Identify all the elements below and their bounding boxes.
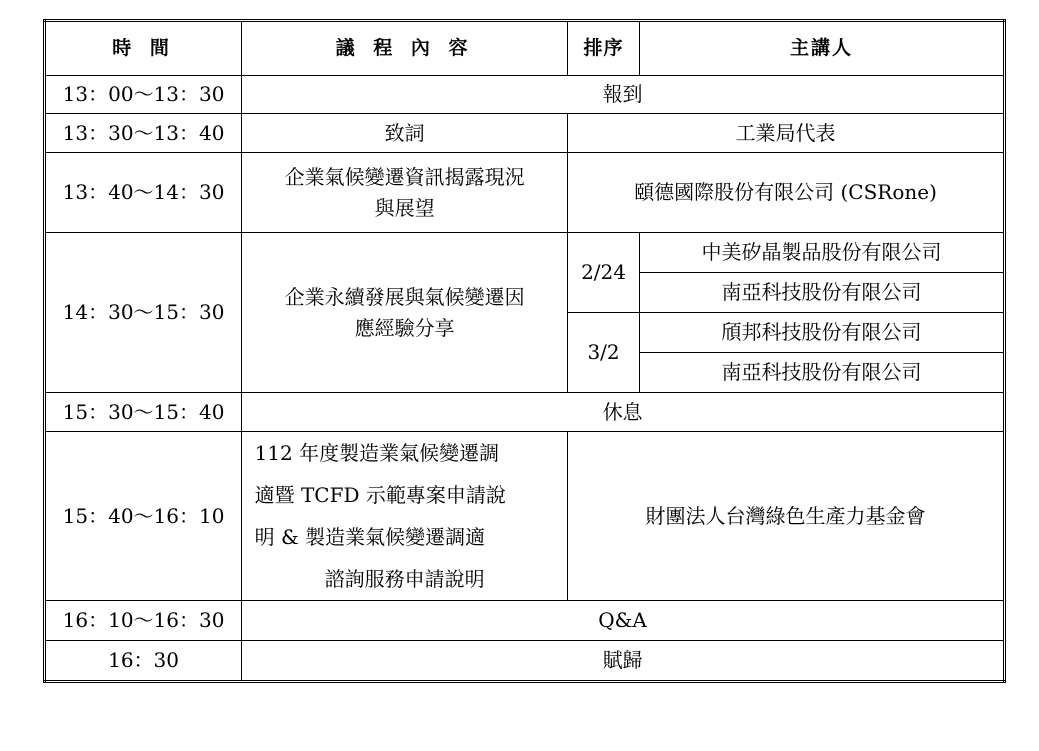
agenda-cell <box>242 432 568 601</box>
agenda-line: 明 & 製造業氣候變遷調適 <box>254 525 486 549</box>
checkin-cell: 報到 <box>242 76 1005 114</box>
table-row <box>45 601 1005 641</box>
table-row <box>45 153 1005 233</box>
qa-cell: Q&A <box>242 601 1005 641</box>
order-cell: 3/2 <box>568 313 640 393</box>
agenda-line: 與展望 <box>374 195 435 220</box>
header-row <box>45 21 1005 76</box>
table-row <box>45 114 1005 153</box>
table-row <box>45 233 1005 273</box>
time-cell: 15：30～15：40 <box>45 393 242 432</box>
agenda-cell <box>242 153 568 233</box>
speaker-cell: 頎邦科技股份有限公司 <box>640 313 1005 353</box>
header-time: 時 間 <box>45 21 242 76</box>
table-row <box>45 76 1005 114</box>
speaker-cell: 南亞科技股份有限公司 <box>640 273 1005 313</box>
time-cell: 13：40～14：30 <box>45 153 242 233</box>
speaker-cell: 頤德國際股份有限公司 (CSRone) <box>568 153 1005 233</box>
time-cell: 16：30 <box>45 641 242 682</box>
agenda-table <box>43 19 1006 683</box>
time-cell: 15：40～16：10 <box>45 432 242 601</box>
closing-cell: 賦歸 <box>242 641 1005 682</box>
agenda-line: 諮詢服務申請說明 <box>324 567 485 591</box>
agenda-line: 適暨 TCFD 示範專案申請說 <box>254 483 506 507</box>
speaker-cell: 南亞科技股份有限公司 <box>640 353 1005 393</box>
agenda-cell <box>242 233 568 393</box>
agenda-line: 應經驗分享 <box>354 315 455 340</box>
agenda-line: 企業永續發展與氣候變遷因 <box>284 284 525 309</box>
agenda-text-block <box>255 432 555 600</box>
break-cell: 休息 <box>242 393 1005 432</box>
header-agenda: 議 程 內 容 <box>242 21 568 76</box>
time-cell: 13：30～13：40 <box>45 114 242 153</box>
agenda-line: 112 年度製造業氣候變遷調 <box>254 441 500 465</box>
speaker-cell: 工業局代表 <box>568 114 1005 153</box>
time-cell: 14：30～15：30 <box>45 233 242 393</box>
agenda-cell: 致詞 <box>242 114 568 153</box>
order-cell: 2/24 <box>568 233 640 313</box>
header-speaker: 主講人 <box>640 21 1005 76</box>
agenda-line: 企業氣候變遷資訊揭露現況 <box>284 164 525 189</box>
table-row <box>45 641 1005 682</box>
speaker-cell: 財團法人台灣綠色生產力基金會 <box>568 432 1005 601</box>
table-row <box>45 432 1005 601</box>
header-order: 排序 <box>568 21 640 76</box>
table-row <box>45 393 1005 432</box>
speaker-cell: 中美矽晶製品股份有限公司 <box>640 233 1005 273</box>
time-cell: 13：00～13：30 <box>45 76 242 114</box>
time-cell: 16：10～16：30 <box>45 601 242 641</box>
